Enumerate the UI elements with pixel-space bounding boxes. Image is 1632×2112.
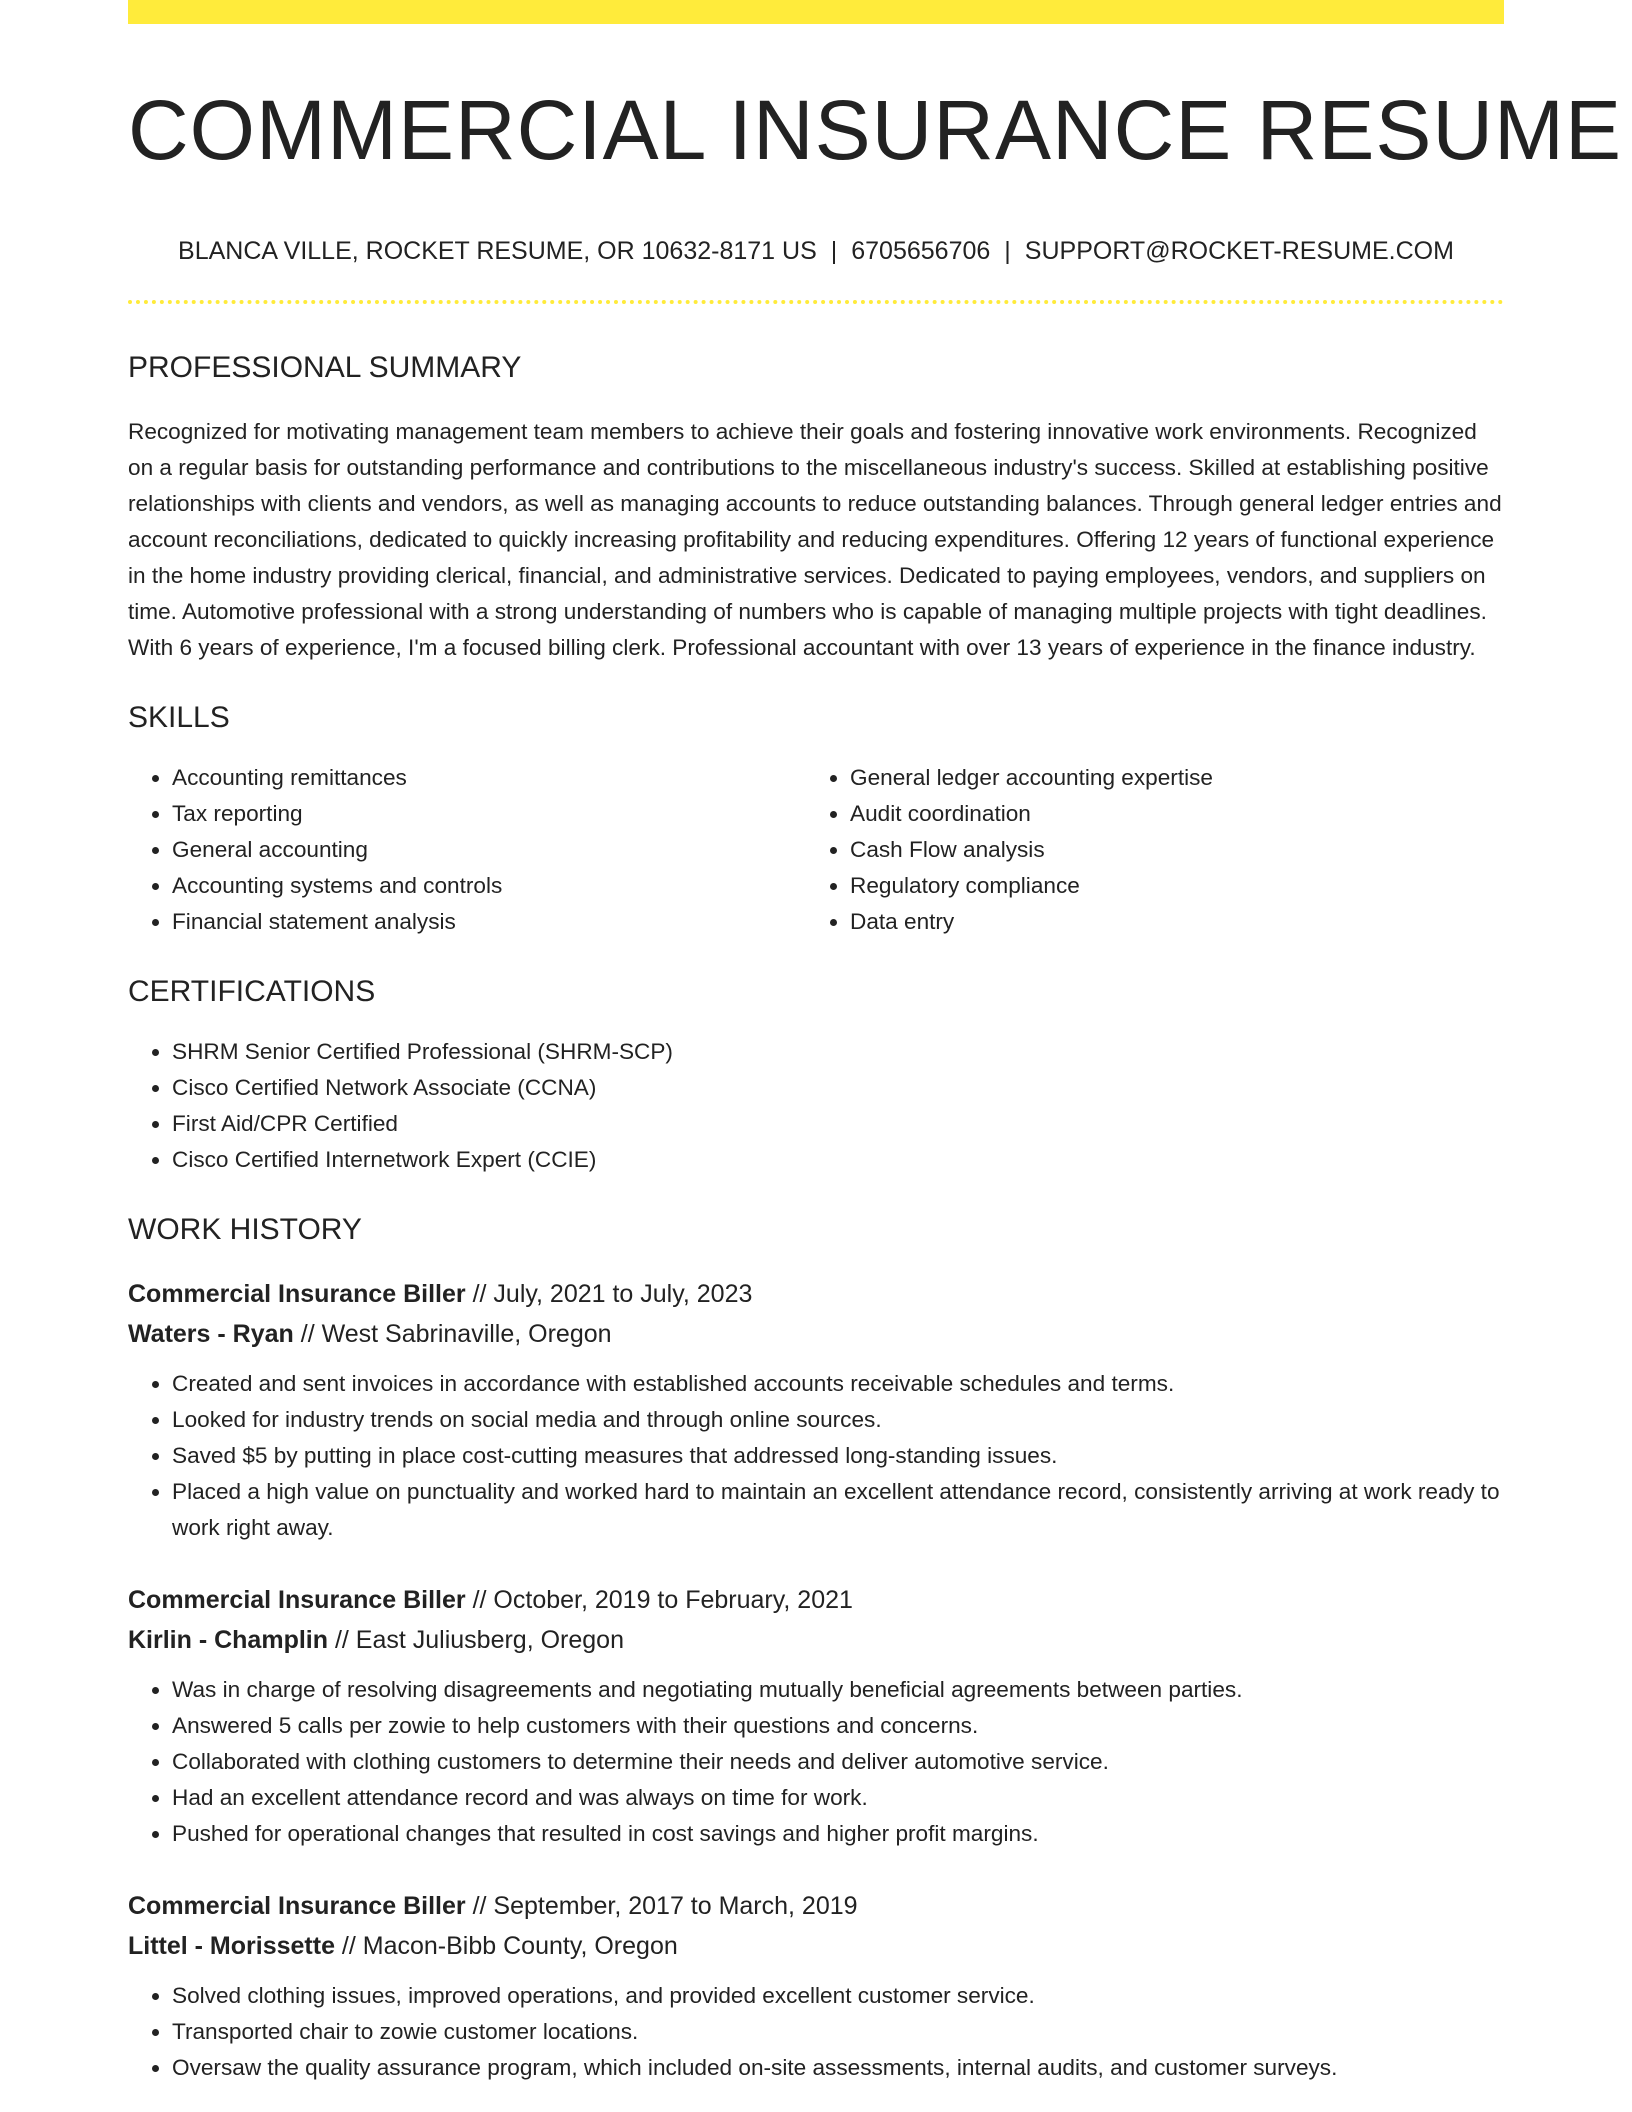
job-dates: // October, 2019 to February, 2021 [465,1585,853,1614]
skill-item: • Cash Flow analysis [850,832,1484,868]
job-bullets [128,1672,1504,1852]
job-title-line [128,1274,1504,1314]
job-bullet: • Pushed for operational changes that resulted in cost savings and higher profit margins. [172,1816,1504,1852]
job-company-line [128,1926,1504,1966]
skill-item: • General accounting [172,832,806,868]
skills-list-left [128,760,806,940]
job-location: // West Sabrinaville, Oregon [293,1319,612,1348]
job-bullet: • Saved $5 by putting in place cost-cutting measures that addressed long-standing issues. [172,1438,1504,1474]
job-bullet: • Was in charge of resolving disagreements and negotiating mutually beneficial agreements between parties. [172,1672,1504,1708]
job-bullet: • Oversaw the quality assurance program, which included on-site assessments, internal audits, and customer surveys. [172,2050,1504,2086]
certifications-list-wrapper [128,1034,1504,1178]
job-dates: // September, 2017 to March, 2019 [465,1891,858,1920]
skills-heading: SKILLS [128,700,230,734]
job-bullet: • Created and sent invoices in accordance with established accounts receivable schedules and terms. [172,1366,1504,1402]
resume-title: COMMERCIAL INSURANCE RESUME [128,83,1623,177]
job-bullet: • Had an excellent attendance record and was always on time for work. [172,1780,1504,1816]
skill-item: • Regulatory compliance [850,868,1484,904]
job-company: Littel - Morissette [128,1931,335,1960]
summary-text: Recognized for motivating management team members to achieve their goals and fostering innovative work environments. Recognized on a regular basis for outstanding performance and contributions to the miscellaneous industry's success. Skilled at establishing positive relationships with clients and vendors, as well as managing accounts to reduce outstanding balances. Through general ledger entries and account reconciliations, dedicated to quickly increasing profitability and reducing expenditures. Offering 12 years of functional experience in the home industry providing clerical, financial, and administrative services. Dedicated to paying employees, vendors, and suppliers on time. Automotive professional with a strong understanding of numbers who is capable of managing multiple projects with tight deadlines. With 6 years of experience, I'm a focused billing clerk. Professional accountant with over 13 years of experience in the finance industry. [128,418,1502,660]
summary-heading: PROFESSIONAL SUMMARY [128,350,522,384]
skill-item: • Tax reporting [172,796,806,832]
job-location: // East Juliusberg, Oregon [328,1625,624,1654]
skill-item: • Accounting remittances [172,760,806,796]
skill-item: • General ledger accounting expertise [850,760,1484,796]
resume-page [128,0,1623,2086]
job-title: Commercial Insurance Biller [128,1585,466,1614]
certification-item: • First Aid/CPR Certified [172,1106,1504,1142]
skills-columns [128,760,1504,940]
job-title: Commercial Insurance Biller [128,1891,466,1920]
skill-item: • Data entry [850,904,1484,940]
skill-item: • Audit coordination [850,796,1484,832]
skills-right-column [806,760,1484,940]
skills-list-right [806,760,1484,940]
contact-address: BLANCA VILLE, ROCKET RESUME, OR 10632-8171 US [178,236,817,265]
skills-left-column [128,760,806,940]
contact-phone: 6705656706 [851,236,991,265]
certifications-list [128,1034,1504,1178]
job-location: // Macon-Bibb County, Oregon [334,1931,678,1960]
certification-item: • Cisco Certified Internetwork Expert (CCIE) [172,1142,1504,1178]
job-company-line [128,1314,1504,1354]
job-bullet: • Looked for industry trends on social media and through online sources. [172,1402,1504,1438]
job-entry [128,1274,1504,1546]
job-company: Kirlin - Champlin [128,1625,328,1654]
job-bullet: • Answered 5 calls per zowie to help customers with their questions and concerns. [172,1708,1504,1744]
job-entry [128,1886,1504,2086]
job-title-line [128,1580,1504,1620]
job-title-line [128,1886,1504,1926]
job-bullet: • Solved clothing issues, improved operations, and provided excellent customer service. [172,1978,1504,2014]
contact-separator: | [830,236,838,265]
contact-email: SUPPORT@ROCKET-RESUME.COM [1024,236,1454,265]
certification-item: • SHRM Senior Certified Professional (SHRM-SCP) [172,1034,1504,1070]
job-bullet: • Collaborated with clothing customers to determine their needs and deliver automotive service. [172,1744,1504,1780]
job-company: Waters - Ryan [128,1319,294,1348]
contact-separator: | [1004,236,1011,265]
skill-item: • Accounting systems and controls [172,868,806,904]
job-bullet: • Placed a high value on punctuality and worked hard to maintain an excellent attendance record, consistently arriving at work ready to work right away. [172,1474,1504,1546]
job-bullet: • Transported chair to zowie customer locations. [172,2014,1504,2050]
certifications-heading: CERTIFICATIONS [128,974,376,1008]
job-dates: // July, 2021 to July, 2023 [465,1279,753,1308]
job-company-line [128,1620,1504,1660]
job-bullets [128,1366,1504,1546]
skill-item: • Financial statement analysis [172,904,806,940]
job-bullets [128,1978,1504,2086]
contact-line [128,237,1504,266]
work-history-heading: WORK HISTORY [128,1212,362,1246]
top-accent-bar [128,0,1504,24]
job-title: Commercial Insurance Biller [128,1279,466,1308]
job-entry [128,1580,1504,1852]
dotted-divider [128,300,1504,304]
certification-item: • Cisco Certified Network Associate (CCNA) [172,1070,1504,1106]
